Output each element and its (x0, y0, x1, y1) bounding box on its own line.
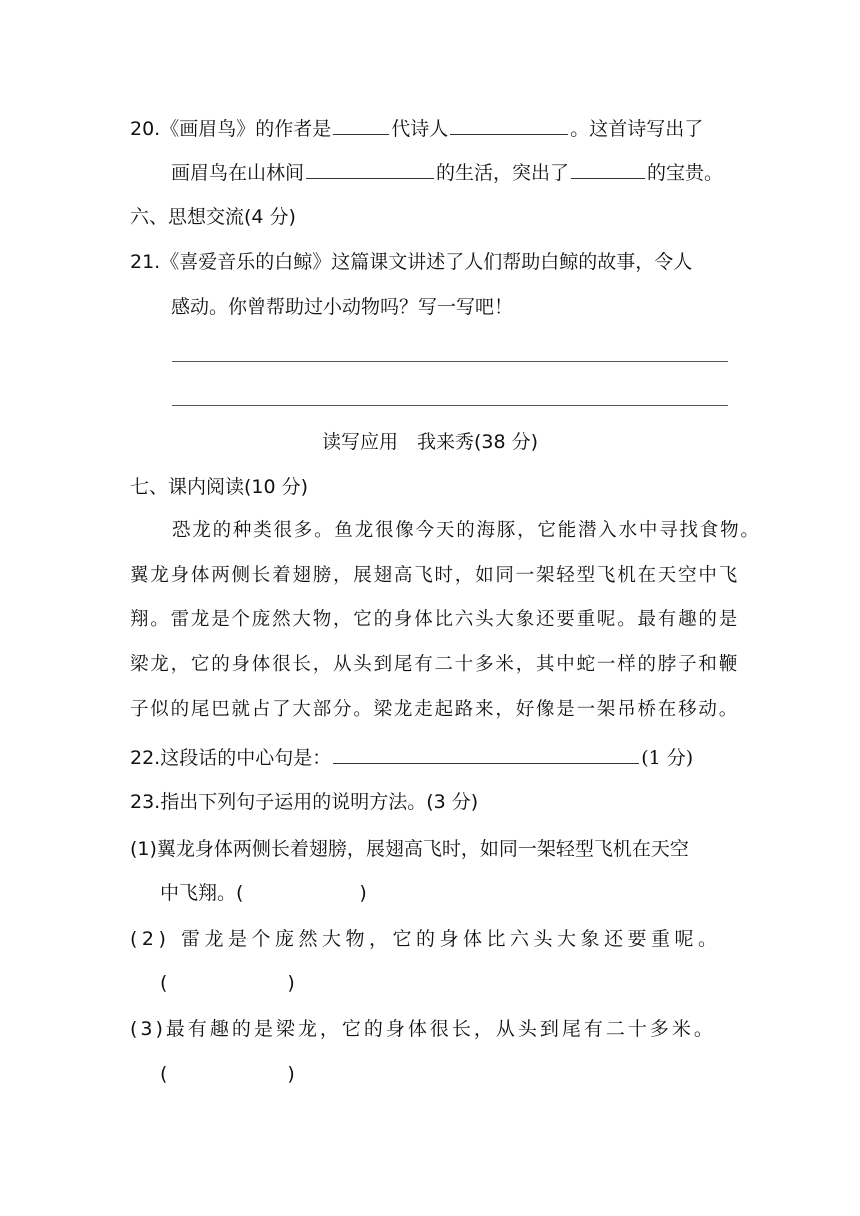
q23-item1-close: ) (359, 882, 367, 904)
q23-item1-text: 中飞翔。( (160, 882, 244, 904)
q23-item1-line1: (1)翼龙身体两侧长着翅膀，展翅高飞时，如同一架轻型飞机在天空 (130, 838, 689, 860)
section7-title: 七、课内阅读(10 分) (130, 476, 309, 498)
part-title: 读写应用 我来秀(38 分) (321, 431, 539, 453)
q20-line2 (171, 158, 723, 187)
q20-blank-poet[interactable] (450, 114, 568, 135)
q22-text: 这段话的中心句是： (160, 747, 332, 769)
q23-item2-line1: (2) 雷龙是个庞然大物，它的身体比六头大象还要重呢。 (130, 928, 722, 950)
passage-line-5: 子似的尾巴就占了大部分。梁龙走起路来，好像是一架吊桥在移动。 (130, 699, 740, 720)
q21-answer-line-1[interactable] (172, 361, 728, 362)
q20-line1 (130, 114, 703, 143)
q23-item3-open: ( (160, 1063, 168, 1085)
q20-text-f: 的宝贵。 (647, 162, 724, 184)
q20-blank-life[interactable] (306, 158, 434, 179)
passage-line-1: 恐龙的种类很多。鱼龙很像今天的海豚，它能潜入水中寻找食物。 (172, 520, 761, 541)
q21-answer-line-2[interactable] (172, 405, 728, 406)
q23-text: 指出下列句子运用的说明方法。(3 分) (160, 791, 479, 813)
q21-text-1: 《喜爱音乐的白鲸》这篇课文讲述了人们帮助白鲸的故事，令人 (160, 251, 693, 273)
q23-number: 23. (130, 791, 161, 813)
q22-score: (1 分) (641, 747, 694, 769)
q20-text-d: 画眉鸟在山林间 (171, 162, 305, 184)
q22-answer-blank[interactable] (333, 743, 639, 764)
q20-blank-dynasty[interactable] (333, 114, 389, 135)
q21-line1 (130, 248, 692, 276)
q23-item2-open: ( (160, 972, 168, 994)
q23-item2-line2 (160, 969, 295, 997)
section6-title: 六、思想交流(4 分) (130, 206, 296, 228)
q23-item3-line2 (160, 1060, 295, 1088)
q20-text-e: 的生活，突出了 (436, 162, 570, 184)
q20-text-a: 《画眉鸟》的作者是 (160, 118, 332, 140)
passage-line-2: 翼龙身体两侧长着翅膀，展翅高飞时，如同一架轻型飞机在天空中飞 (130, 565, 740, 586)
q22-line (130, 743, 693, 772)
q21-number: 21. (130, 251, 161, 273)
q20-number: 20. (130, 118, 161, 140)
q23-line (130, 788, 478, 816)
q23-item3-line1: (3)最有趣的是梁龙，它的身体很长，从头到尾有二十多米。 (130, 1018, 716, 1040)
q20-blank-precious[interactable] (571, 158, 645, 179)
q23-item1-line2 (160, 879, 367, 907)
q23-item2-close: ) (287, 972, 295, 994)
passage-line-3: 翔。雷龙是个庞然大物，它的身体比六头大象还要重呢。最有趣的是 (130, 609, 740, 630)
q20-text-c: 。这首诗写出了 (570, 118, 704, 140)
q21-line2: 感动。你曾帮助过小动物吗？写一写吧！ (171, 296, 514, 318)
passage-line-4: 梁龙，它的身体很长，从头到尾有二十多米，其中蛇一样的脖子和鞭 (130, 654, 740, 675)
q22-number: 22. (130, 747, 161, 769)
q23-item3-close: ) (287, 1063, 295, 1085)
q20-text-b: 代诗人 (391, 118, 449, 140)
